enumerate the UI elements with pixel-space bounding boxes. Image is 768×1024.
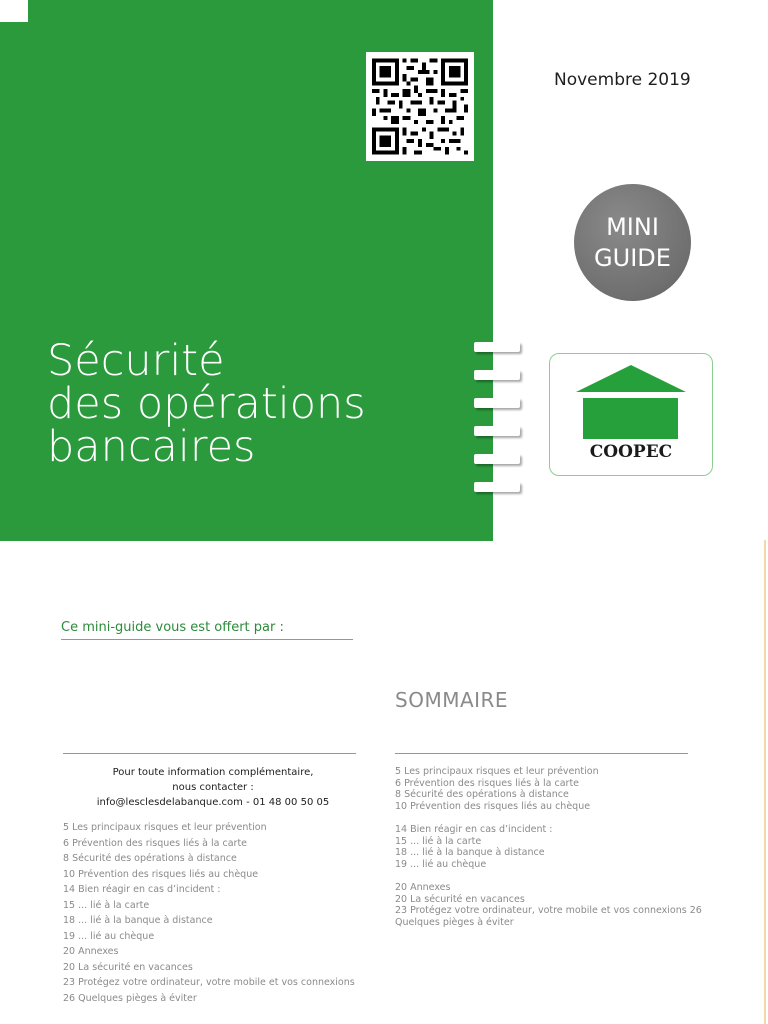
toc-item: 5 Les principaux risques et leur prévention [395, 766, 599, 777]
spiral-ring [474, 426, 520, 436]
contact-block [63, 765, 363, 810]
toc-right-list [395, 766, 702, 928]
offered-by-rule [61, 639, 353, 640]
toc-item: Quelques pièges à éviter [395, 916, 514, 928]
mini-guide-badge [574, 184, 691, 301]
cover-title [47, 336, 366, 472]
toc-item: 19 ... lié au chèque [395, 858, 487, 870]
sommaire-heading: SOMMAIRE [395, 688, 509, 712]
title-line-2: des opérations [47, 379, 366, 429]
contact-rule [63, 753, 356, 754]
toc-item: 14 Bien réagir en cas d’incident : [63, 884, 221, 895]
toc-item: 26 Quelques pièges à éviter [63, 992, 197, 1004]
toc-item: 10 Prévention des risques liés au chèque [395, 800, 591, 812]
toc-item: 18 ... lié à la banque à distance [63, 915, 213, 926]
badge-line-2: GUIDE [594, 243, 671, 272]
toc-item: 23 Protégez votre ordinateur, votre mobile et vos connexions [63, 977, 355, 988]
spiral-binding [474, 342, 524, 502]
logo-text: COOPEC [589, 442, 673, 462]
sommaire-rule [395, 753, 688, 754]
toc-item: 5 Les principaux risques et leur prévention [63, 822, 267, 833]
toc-item: 10 Prévention des risques liés au chèque [63, 868, 259, 880]
toc-item: 20 La sécurité en vacances [395, 893, 525, 905]
title-line-3: bancaires [47, 422, 256, 472]
spiral-ring [474, 370, 520, 380]
toc-gap [395, 870, 702, 882]
toc-item: 8 Sécurité des opérations à distance [63, 853, 237, 864]
page-edge-line [764, 540, 766, 1024]
toc-item: 15 ... lié à la carte [63, 899, 150, 911]
offered-by-label: Ce mini-guide vous est offert par : [61, 620, 284, 635]
toc-item: 20 Annexes [395, 882, 451, 893]
spiral-ring [474, 342, 520, 352]
badge-line-1: MINI [606, 212, 659, 241]
toc-left-list [63, 820, 355, 1006]
contact-line-3: info@lesclesdelabanque.com - 01 48 00 50 05 [96, 797, 330, 808]
house-logo-icon [574, 364, 688, 440]
toc-item: 15 ... lié à la carte [395, 835, 482, 847]
toc-item: 18 ... lié à la banque à distance [395, 847, 545, 858]
toc-item: 14 Bien réagir en cas d’incident : [395, 824, 553, 835]
toc-item: 23 Protégez votre ordinateur, votre mobile et vos connexions 26 [395, 905, 702, 916]
toc-gap [395, 812, 702, 824]
toc-item: 6 Prévention des risques liés à la carte [395, 777, 580, 789]
toc-item: 6 Prévention des risques liés à la carte [63, 837, 248, 849]
qr-code-icon [366, 52, 474, 161]
coopec-logo [549, 353, 713, 476]
title-line-1: Sécurité [47, 336, 225, 386]
publication-date: Novembre 2019 [554, 70, 691, 90]
contact-line-1: Pour toute information complémentaire, [112, 767, 314, 778]
contact-line-2: nous contacter : [172, 782, 254, 793]
toc-item: 20 La sécurité en vacances [63, 961, 193, 973]
toc-item: 8 Sécurité des opérations à distance [395, 789, 569, 800]
toc-item: 20 Annexes [63, 946, 119, 957]
spiral-ring [474, 482, 520, 492]
spiral-ring [474, 454, 520, 464]
corner-notch [0, 0, 28, 22]
toc-item: 19 ... lié au chèque [63, 930, 155, 942]
spiral-ring [474, 398, 520, 408]
